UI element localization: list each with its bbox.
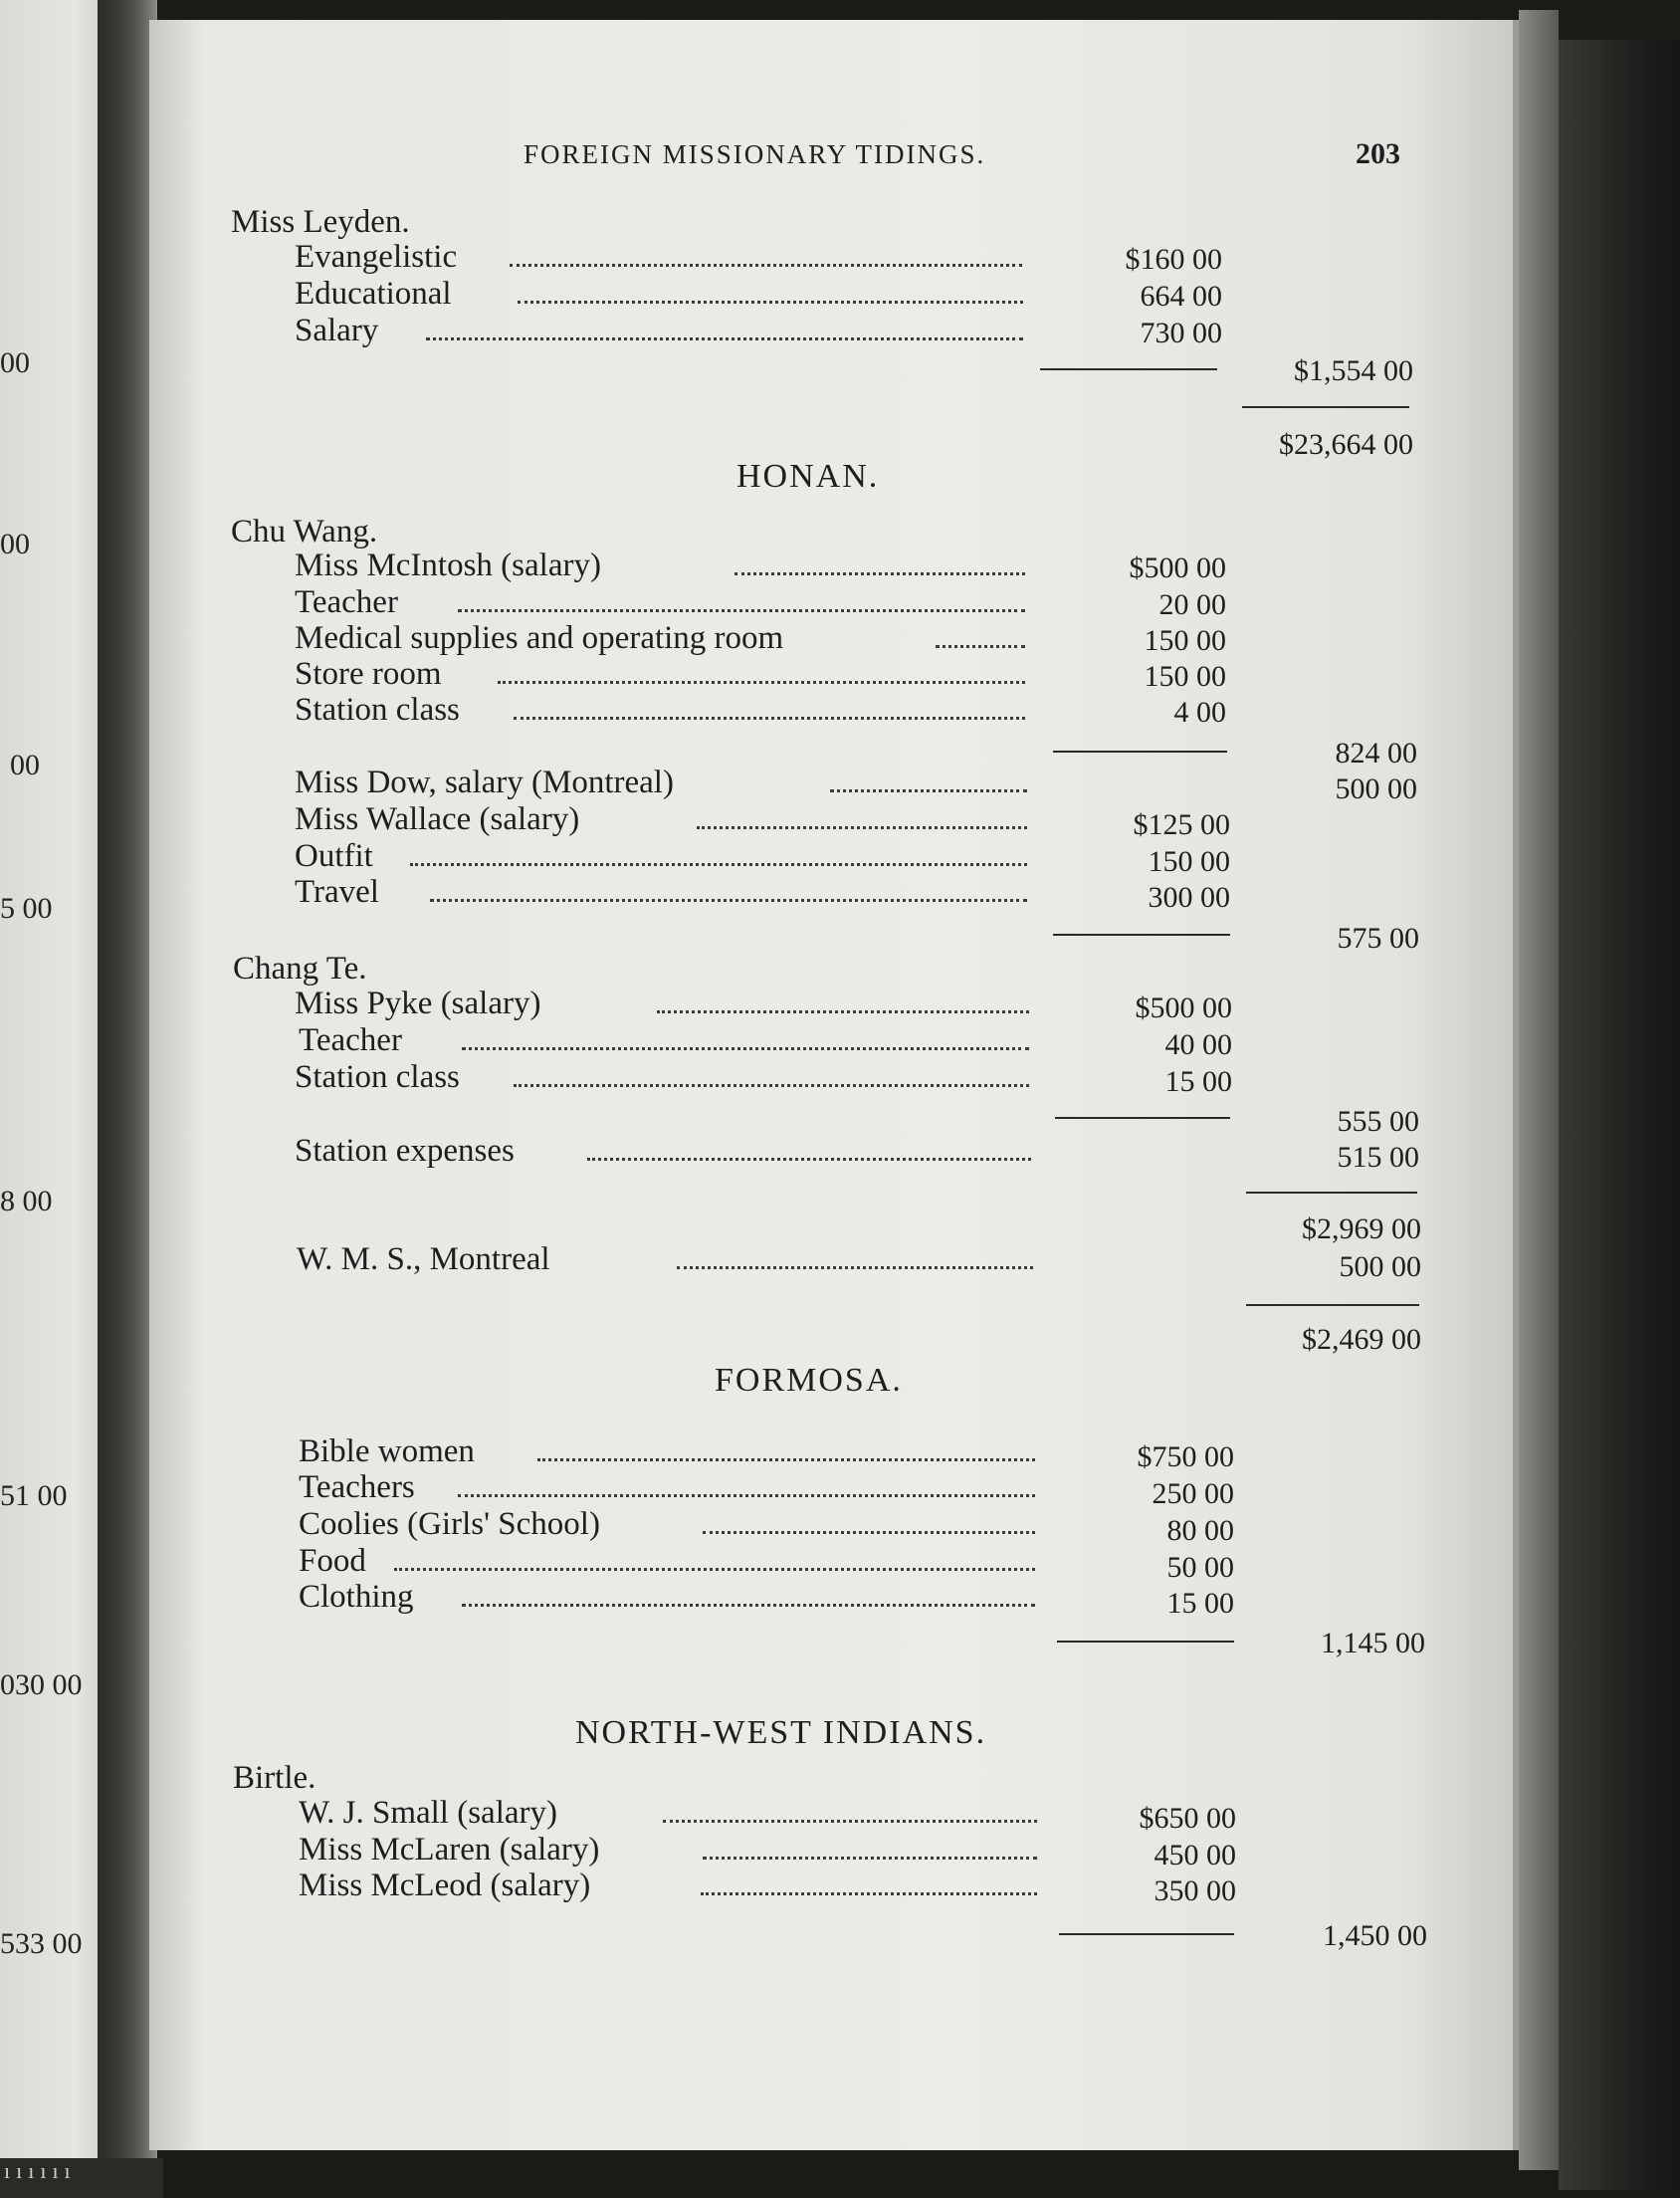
book-gutter	[98, 0, 157, 2198]
line-item-amount: 664 00	[1140, 280, 1222, 313]
facing-page-fragment: 8 00	[0, 1185, 53, 1217]
subtotal-rule	[1057, 1641, 1234, 1643]
net-total-amount: $2,469 00	[1302, 1323, 1421, 1356]
dot-leader	[426, 337, 1023, 340]
dot-leader	[430, 899, 1027, 902]
total-rule	[1246, 1304, 1419, 1306]
line-item-label: W. J. Small (salary)	[299, 1795, 557, 1831]
dot-leader	[697, 826, 1027, 829]
dot-leader	[510, 264, 1022, 267]
dot-leader	[703, 1857, 1037, 1860]
facing-page-fragment: 030 00	[0, 1668, 83, 1701]
dot-leader	[735, 572, 1025, 575]
line-item-label: Coolies (Girls' School)	[299, 1506, 600, 1542]
line-item-label: Station class	[295, 692, 460, 728]
dot-leader	[677, 1266, 1033, 1269]
dot-leader	[657, 1010, 1029, 1013]
subtotal-rule	[1053, 751, 1227, 753]
line-item-label: Miss Pyke (salary)	[295, 986, 541, 1021]
dot-leader	[462, 1047, 1029, 1050]
line-item-label: Evangelistic	[295, 239, 458, 275]
dot-leader	[663, 1820, 1037, 1823]
leyden-heading: Miss Leyden.	[231, 204, 410, 240]
subtotal-amount: 555 00	[1337, 1105, 1419, 1138]
facing-page-fragment: 00	[0, 528, 30, 560]
subtotal-rule	[1053, 934, 1230, 936]
line-item-label: Teacher	[295, 584, 398, 620]
grand-total-amount: $23,664 00	[1279, 428, 1413, 461]
dot-leader	[498, 681, 1025, 684]
running-header: FOREIGN MISSIONARY TIDINGS.	[524, 139, 986, 169]
line-item-label: Station expenses	[295, 1133, 515, 1169]
facing-page	[0, 0, 107, 2198]
line-item-label: Miss Dow, salary (Montreal)	[295, 765, 674, 800]
line-item-label: Salary	[295, 313, 379, 348]
book-cover-edge	[1559, 40, 1680, 2190]
total-rule	[1246, 1192, 1417, 1194]
line-item-amount: 150 00	[1148, 845, 1230, 878]
subtotal-rule	[1040, 368, 1217, 370]
facing-page-footer: ıııııı	[0, 2158, 163, 2198]
line-item-amount: 20 00	[1158, 588, 1226, 621]
line-item-amount: 515 00	[1337, 1141, 1419, 1174]
subtotal-amount: $1,554 00	[1294, 354, 1413, 387]
facing-page-fragment: 00	[0, 346, 30, 379]
line-item-amount: $500 00	[1129, 551, 1226, 584]
line-item-amount: 150 00	[1144, 660, 1226, 693]
line-item-label: Station class	[295, 1059, 460, 1095]
line-item-label: Bible women	[299, 1433, 475, 1469]
line-item-amount: 50 00	[1166, 1551, 1234, 1584]
line-item-amount: 300 00	[1148, 881, 1230, 914]
line-item-amount: 15 00	[1166, 1587, 1234, 1620]
line-item-label: Teacher	[299, 1022, 402, 1058]
total-amount: $2,969 00	[1302, 1212, 1421, 1245]
line-item-label: Medical supplies and operating room	[295, 620, 784, 656]
page-edges	[1519, 10, 1559, 2170]
line-item-amount: 80 00	[1166, 1514, 1234, 1547]
subtotal-amount: 1,145 00	[1321, 1627, 1425, 1659]
page-number: 203	[1356, 137, 1400, 170]
dot-leader	[394, 1568, 1035, 1571]
line-item-amount: 350 00	[1154, 1874, 1236, 1907]
dot-leader	[587, 1158, 1031, 1161]
dot-leader	[410, 863, 1027, 866]
subtotal-rule	[1055, 1117, 1230, 1119]
line-item-amount: 40 00	[1164, 1028, 1232, 1061]
line-item-label: Miss Wallace (salary)	[295, 801, 580, 837]
dot-leader	[462, 1604, 1035, 1607]
line-item-label: Miss McIntosh (salary)	[295, 548, 601, 583]
line-item-label: Clothing	[299, 1579, 414, 1615]
subtotal-rule	[1059, 1933, 1234, 1935]
facing-page-fragment: 51 00	[0, 1479, 68, 1512]
line-item-amount: 150 00	[1144, 624, 1226, 657]
line-item-amount: 730 00	[1140, 317, 1222, 349]
facing-page-fragment: 5 00	[0, 892, 53, 925]
dot-leader	[514, 717, 1025, 720]
dot-leader	[936, 645, 1025, 648]
line-item-label: Teachers	[299, 1469, 415, 1505]
dot-leader	[458, 1494, 1035, 1497]
line-item-label: Educational	[295, 276, 452, 312]
line-item-amount: 250 00	[1152, 1477, 1234, 1510]
line-item-amount: $750 00	[1137, 1440, 1234, 1473]
section-title-north-west-indians: NORTH-WEST INDIANS.	[575, 1714, 987, 1751]
facing-page-fragment: 00	[10, 749, 40, 781]
line-item-label: W. M. S., Montreal	[297, 1241, 550, 1277]
dot-leader	[830, 789, 1027, 792]
subtotal-amount: 824 00	[1335, 737, 1417, 769]
line-item-amount: $160 00	[1125, 243, 1222, 276]
birtle-heading: Birtle.	[233, 1760, 316, 1796]
line-item-amount: $650 00	[1139, 1802, 1236, 1835]
dot-leader	[537, 1458, 1035, 1461]
chang-te-heading: Chang Te.	[233, 951, 367, 987]
line-item-label: Miss McLeod (salary)	[299, 1868, 591, 1903]
dot-leader	[458, 609, 1025, 612]
section-title-formosa: FORMOSA.	[715, 1362, 903, 1399]
line-item-label: Food	[299, 1543, 366, 1579]
dot-leader	[703, 1531, 1035, 1534]
line-item-amount: 15 00	[1164, 1065, 1232, 1098]
subtotal-amount: 575 00	[1337, 922, 1419, 955]
line-item-amount: 4 00	[1173, 696, 1226, 729]
line-item-amount: 450 00	[1154, 1839, 1236, 1871]
chu-wang-heading: Chu Wang.	[231, 514, 378, 550]
dot-leader	[514, 1084, 1029, 1087]
line-item-label: Outfit	[295, 838, 373, 874]
total-rule	[1242, 406, 1409, 408]
facing-page-fragment: 533 00	[0, 1927, 83, 1960]
subtotal-amount: 1,450 00	[1323, 1919, 1427, 1952]
line-item-amount: $125 00	[1133, 808, 1230, 841]
dot-leader	[701, 1892, 1037, 1895]
line-item-label: Travel	[295, 874, 379, 910]
line-item-label: Store room	[295, 656, 442, 692]
dot-leader	[518, 301, 1023, 304]
line-item-amount: $500 00	[1135, 991, 1232, 1024]
line-item-label: Miss McLaren (salary)	[299, 1832, 600, 1868]
section-title-honan: HONAN.	[736, 458, 880, 495]
line-item-amount: 500 00	[1339, 1250, 1421, 1283]
line-item-amount: 500 00	[1335, 772, 1417, 805]
